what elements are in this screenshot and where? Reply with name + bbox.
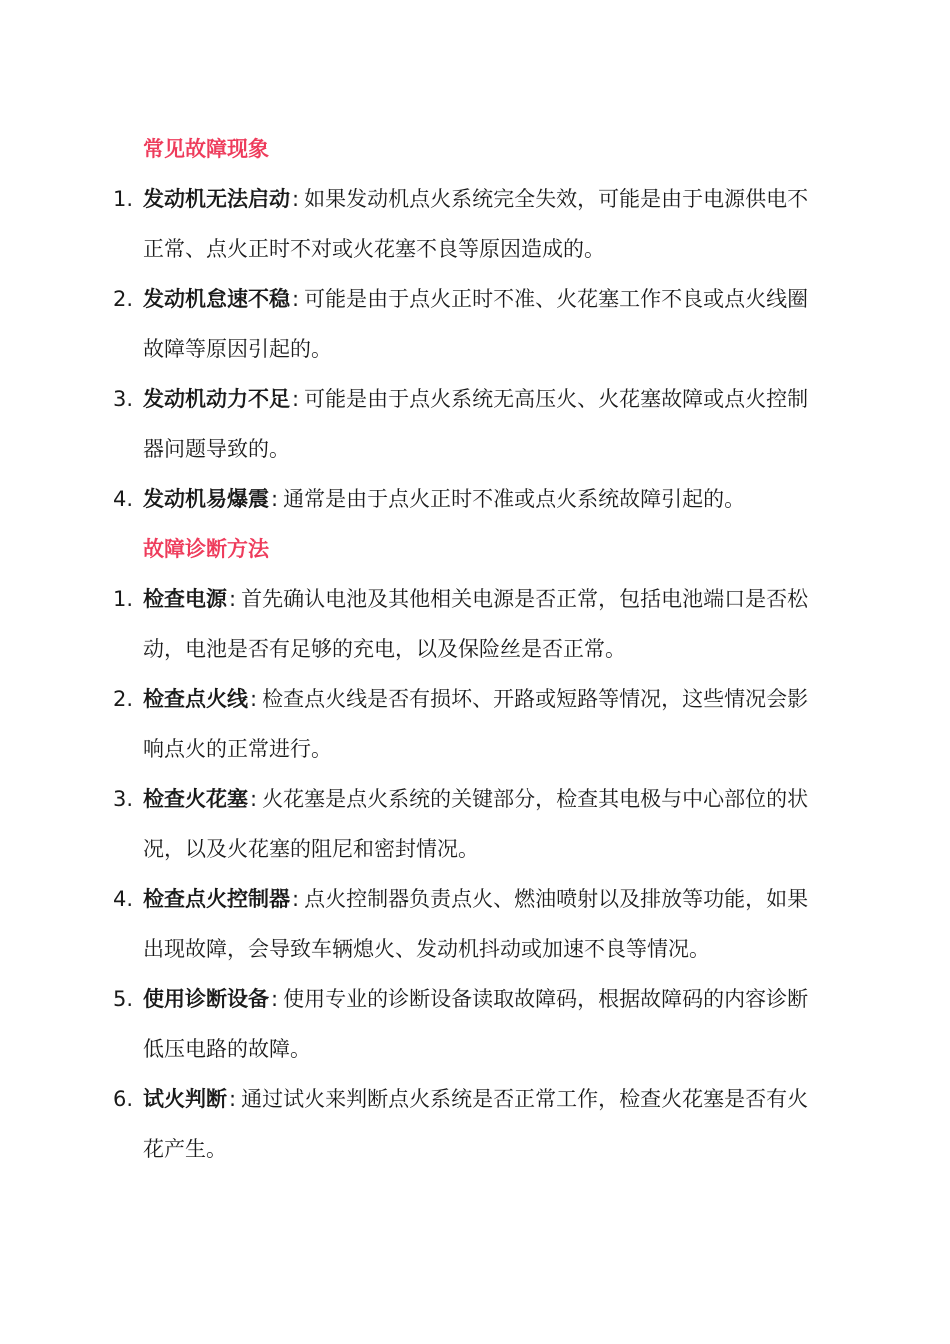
diagnosis-list (113, 574, 813, 1174)
item-colon: : (229, 1087, 237, 1111)
list-item (113, 874, 813, 974)
item-number: 2. (113, 287, 134, 311)
section-heading-diagnosis: 故障诊断方法 (143, 537, 269, 561)
item-number: 4. (113, 487, 134, 511)
item-description: 通常是由于点火正时不准或点火系统故障引起的。 (283, 487, 746, 511)
item-description: 首先确认电池及其他相关电源是否正常，包括电池端口是否松动，电池是否有足够的充电，以及保险丝是否正常。 (143, 587, 809, 661)
item-term: 发动机易爆震 (143, 487, 269, 511)
item-description: 可能是由于点火系统无高压火、火花塞故障或点火控制器问题导致的。 (143, 387, 809, 461)
item-term: 使用诊断设备 (143, 987, 269, 1011)
item-term: 试火判断 (143, 1087, 227, 1111)
item-term: 检查电源 (143, 587, 227, 611)
item-description: 检查点火线是否有损坏、开路或短路等情况，这些情况会影响点火的正常进行。 (143, 687, 809, 761)
item-description: 点火控制器负责点火、燃油喷射以及排放等功能，如果出现故障，会导致车辆熄火、发动机抖动或加速不良等情况。 (143, 887, 809, 961)
list-item (113, 274, 813, 374)
item-colon: : (250, 687, 258, 711)
item-number: 3. (113, 787, 134, 811)
item-description: 使用专业的诊断设备读取故障码，根据故障码的内容诊断低压电路的故障。 (143, 987, 809, 1061)
document-content (113, 124, 813, 1174)
list-item (113, 774, 813, 874)
list-item (113, 574, 813, 674)
item-description: 通过试火来判断点火系统是否正常工作，检查火花塞是否有火花产生。 (143, 1087, 809, 1161)
item-number: 5. (113, 987, 134, 1011)
list-item (113, 374, 813, 474)
item-colon: : (271, 987, 279, 1011)
item-colon: : (292, 887, 300, 911)
list-item (113, 1074, 813, 1174)
item-colon: : (292, 387, 300, 411)
item-description: 火花塞是点火系统的关键部分，检查其电极与中心部位的状况，以及火花塞的阻尼和密封情况。 (143, 787, 809, 861)
item-term: 检查火花塞 (143, 787, 248, 811)
item-colon: : (271, 487, 279, 511)
list-item (113, 674, 813, 774)
list-item (113, 974, 813, 1074)
item-colon: : (292, 287, 300, 311)
list-item (113, 474, 813, 524)
item-description: 可能是由于点火正时不准、火花塞工作不良或点火线圈故障等原因引起的。 (143, 287, 809, 361)
item-number: 3. (113, 387, 134, 411)
item-colon: : (292, 187, 300, 211)
item-term: 检查点火线 (143, 687, 248, 711)
item-colon: : (250, 787, 258, 811)
item-description: 如果发动机点火系统完全失效，可能是由于电源供电不正常、点火正时不对或火花塞不良等原因造成的。 (143, 187, 809, 261)
item-number: 1. (113, 187, 134, 211)
list-item (113, 174, 813, 274)
item-colon: : (229, 587, 237, 611)
item-number: 4. (113, 887, 134, 911)
item-term: 发动机怠速不稳 (143, 287, 290, 311)
item-term: 发动机动力不足 (143, 387, 290, 411)
section-heading-symptoms: 常见故障现象 (143, 137, 269, 161)
symptoms-list (113, 174, 813, 524)
item-term: 发动机无法启动 (143, 187, 290, 211)
item-term: 检查点火控制器 (143, 887, 290, 911)
item-number: 2. (113, 687, 134, 711)
item-number: 1. (113, 587, 134, 611)
item-number: 6. (113, 1087, 134, 1111)
